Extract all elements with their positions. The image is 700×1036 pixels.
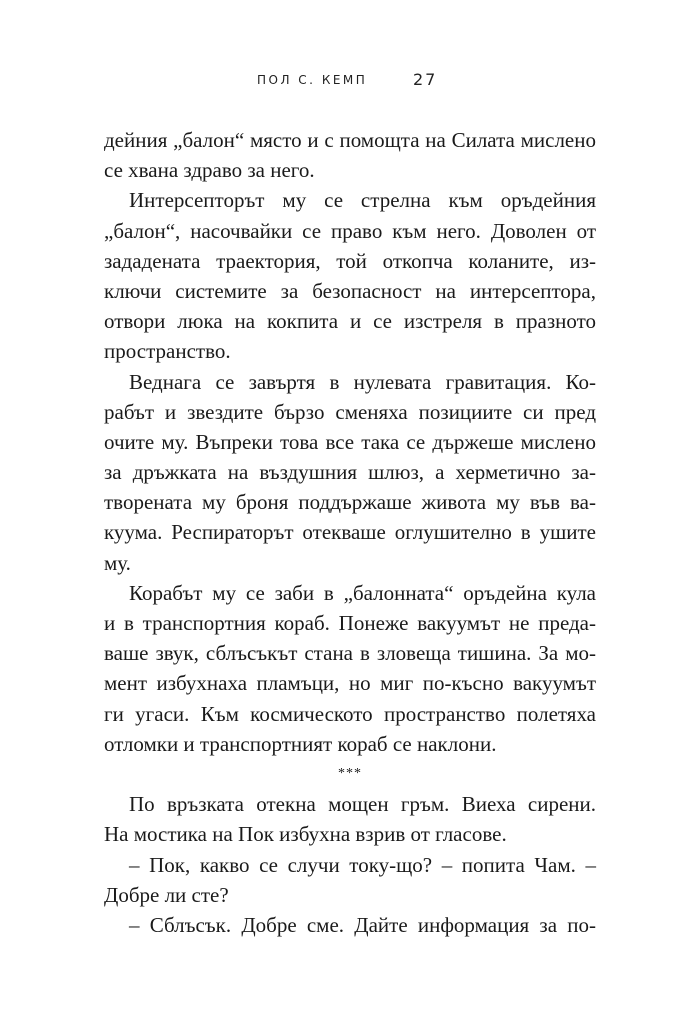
text-line: творената му броня поддържаше живота му във ва- xyxy=(104,490,596,515)
text-line: ключи системите за безопасност на интерсептора, xyxy=(104,278,596,303)
text-line: Корабът му се заби в „балонната“ оръдейна кула xyxy=(129,580,596,605)
text-line: зададената траектория, той откопча коланите, из- xyxy=(104,248,596,273)
text-line: му. xyxy=(104,550,131,575)
text-line: отломки и транспортният кораб се наклони. xyxy=(104,731,497,756)
text-line: – Пок, какво се случи току-що? – попита Чам. – xyxy=(129,852,596,877)
text-line: На мостика на Пок избухна взрив от гласове. xyxy=(104,822,507,847)
text-line: – Сблъсък. Добре сме. Дайте информация за по- xyxy=(129,912,596,937)
text-line: пространство. xyxy=(104,339,231,364)
text-line: куума. Респираторът отекваше оглушително в ушите xyxy=(104,520,596,545)
text-line: „балон“, насочвайки се право към него. Доволен от xyxy=(104,218,596,243)
text-line: се хвана здраво за него. xyxy=(104,158,315,183)
text-line: Интерсепторът му се стрелна към оръдейния xyxy=(129,188,596,213)
text-line: ваше звук, сблъсъкът стана в зловеща тишина. За мо- xyxy=(104,641,596,666)
running-header-author: ПОЛ С. КЕМП xyxy=(257,73,368,87)
body-text xyxy=(104,125,596,940)
text-line: рабът и звездите бързо сменяха позициите си пред xyxy=(104,399,596,424)
text-line: Веднага се завъртя в нулевата гравитация. Ко- xyxy=(129,369,596,394)
running-header xyxy=(0,70,700,94)
text-line: По връзката отекна мощен гръм. Виеха сирени. xyxy=(129,792,596,817)
text-line: Добре ли сте? xyxy=(104,882,229,907)
text-line: ги угаси. Към космическото пространство полетяха xyxy=(104,701,596,726)
text-line: за дръжката на въздушния шлюз, а херметично за- xyxy=(104,460,596,485)
text-line: отвори люка на кокпита и се изстреля в празното xyxy=(104,309,596,334)
section-separator: *** xyxy=(338,765,362,781)
page-number: 27 xyxy=(413,70,438,89)
text-line: мент избухнаха пламъци, но миг по-късно вакуумът xyxy=(104,671,596,696)
text-line: очите му. Въпреки това все така се държеше мислено xyxy=(104,429,596,454)
text-line: и в транспортния кораб. Понеже вакуумът не преда- xyxy=(104,611,596,635)
text-line: дейния „балон“ място и с помощта на Силата мислено xyxy=(104,128,596,152)
